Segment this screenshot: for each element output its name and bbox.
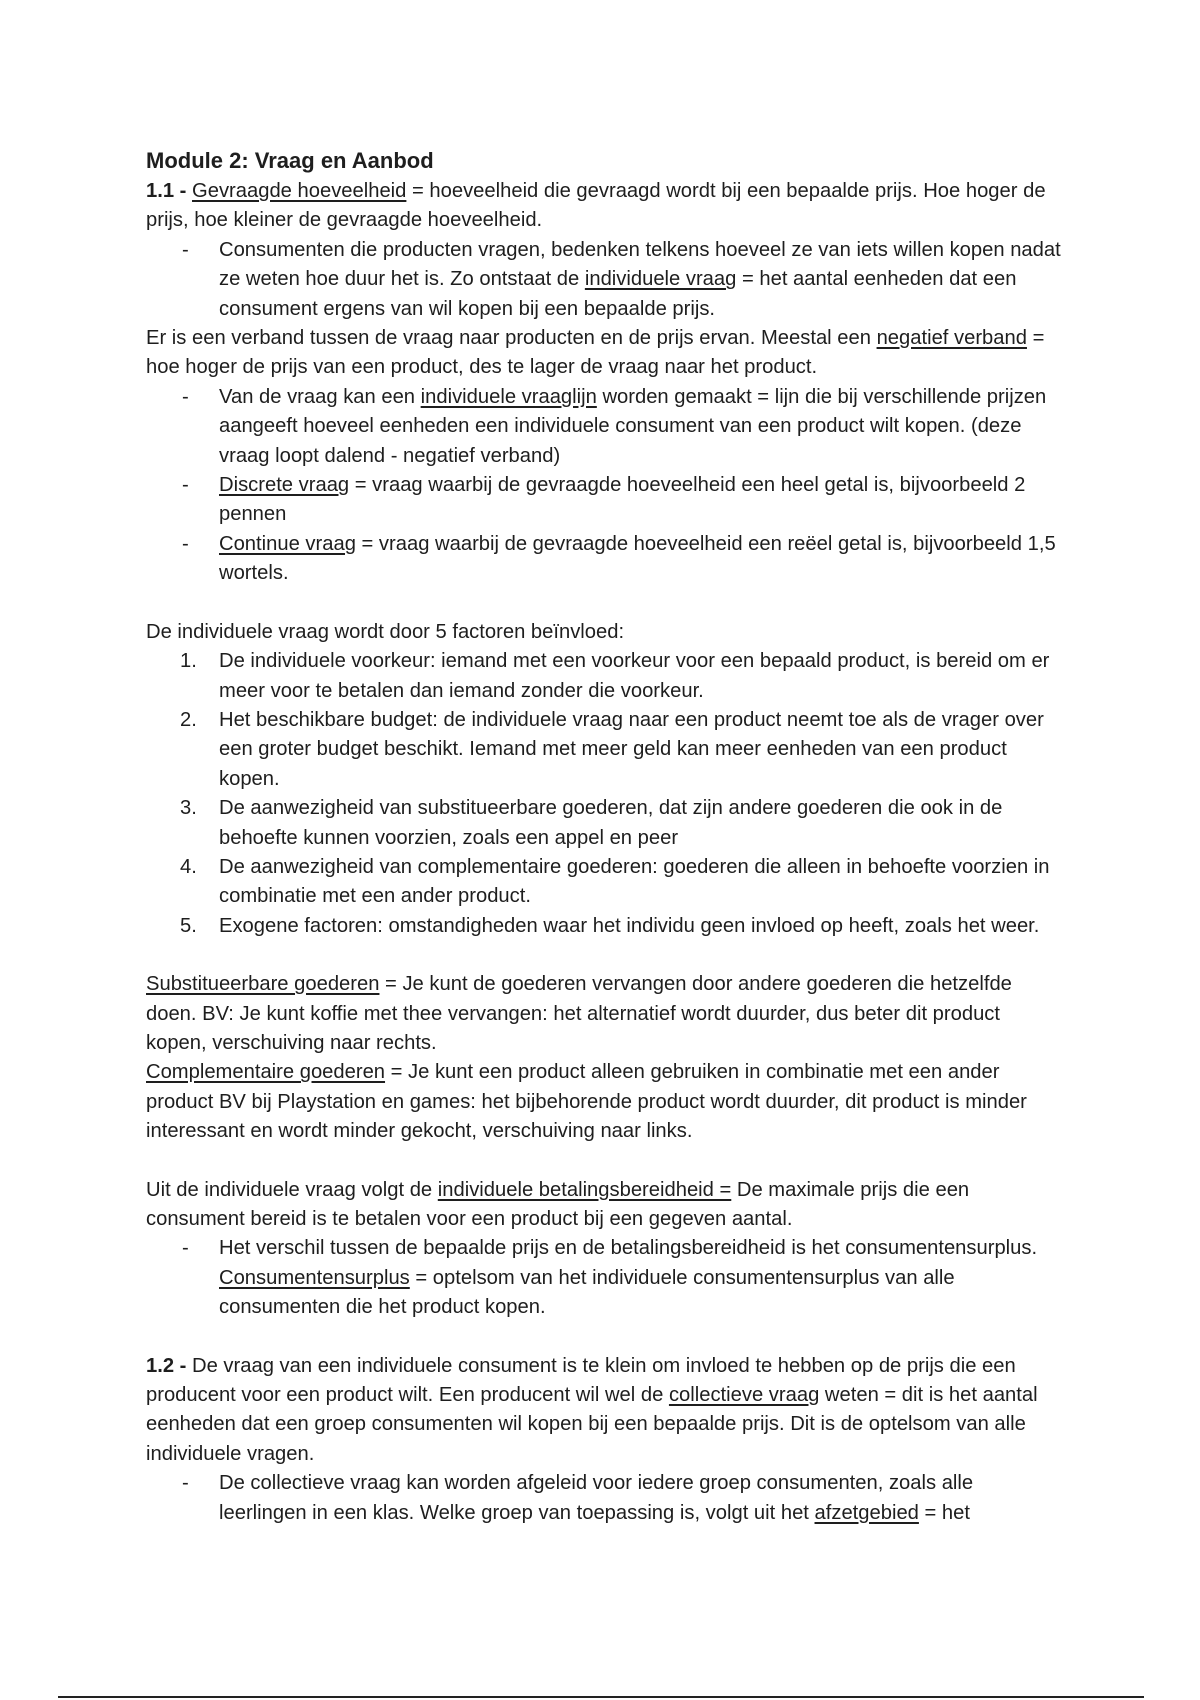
term-collectieve-vraag: collectieve vraag [668, 1384, 820, 1407]
bullet-list [146, 383, 1066, 589]
bullet-list [146, 1234, 1066, 1322]
list-item: - Van de vraag kan een individuele vraaglijn worden gemaakt = lijn die bij verschillende prijzen aangeeft hoeveel eenheden een individuele consument van een product wilt kopen. (deze vraag loopt dalend - negatief verband) [182, 385, 1047, 467]
list-item: - Het verschil tussen de bepaalde prijs en de betalingsbereidheid is het consumentensurplus. Consumentensurplus = optelsom van het individuele consumentensurplus van alle consumenten die het product kopen. [182, 1237, 1038, 1319]
list-item: - Consumenten die producten vragen, bedenken telkens hoeveel ze van iets willen kopen nadat ze weten hoe duur het is. Zo ontstaat de individuele vraag = het aantal eenheden dat een consument ergens van wil kopen bij een bepaalde prijs. [182, 238, 1061, 320]
list-item: - Discrete vraag = vraag waarbij de gevraagde hoeveelheid een heel getal is, bijvoorbeeld 2 pennen [182, 474, 1026, 526]
list-item: - De collectieve vraag kan worden afgeleid voor iedere groep consumenten, zoals alle leerlingen in een klas. Welke groep van toepassing is, volgt uit het afzetgebied = het [182, 1472, 974, 1524]
paragraph-verband: Er is een verband tussen de vraag naar producten en de prijs ervan. Meestal een negatief verband = hoe hoger de prijs van een product, des te lager de vraag naar het product. [146, 327, 1045, 379]
list-item: 2. Het beschikbare budget: de individuele vraag naar een product neemt toe als de vrager over een groter budget beschikt. Iemand met meer geld kan meer eenheden van een product kopen. [180, 708, 1044, 790]
page-title: Module 2: Vraag en Aanbod [146, 148, 434, 173]
term-afzetgebied: afzetgebied [814, 1501, 919, 1524]
term-individuele-vraag: individuele vraag [584, 268, 737, 291]
factors-intro: De individuele vraag wordt door 5 factoren beïnvloed: [146, 620, 625, 643]
paragraph-betalingsbereidheid: Uit de individuele vraag volgt de individuele betalingsbereidheid = De maximale prijs die een consument bereid is te betalen voor een product bij een gegeven aantal. [146, 1178, 970, 1230]
term-negatief-verband: negatief verband [876, 327, 1027, 350]
section-1-2-intro: 1.2 - De vraag van een individuele consument is te klein om invloed te hebben op de prijs die een producent voor een product wilt. Een producent wil wel de collectieve vraag weten = dit is het aantal eenheden dat een groep consumenten wil kopen bij een bepaalde prijs. Dit is de optelsom van alle individuele vragen. [146, 1354, 1038, 1465]
term-individuele-vraaglijn: individuele vraaglijn [420, 385, 597, 408]
bullet-list [146, 1469, 1066, 1528]
term-complementaire-goederen: Complementaire goederen [146, 1061, 386, 1084]
term-gevraagde-hoeveelheid: Gevraagde hoeveelheid [192, 180, 407, 202]
term-continue-vraag: Continue vraag [219, 532, 356, 555]
section-1-1-intro: 1.1 - Gevraagde hoeveelheid = hoeveelheid die gevraagd wordt bij een bepaalde prijs. Hoe hoger de prijs, hoe kleiner de gevraagde hoeveelheid. [146, 180, 1046, 232]
bottom-divider [58, 1696, 1144, 1698]
term-consumentensurplus: Consumentensurplus [219, 1266, 410, 1289]
list-item: - Continue vraag = vraag waarbij de gevraagde hoeveelheid een reëel getal is, bijvoorbeeld 1,5 wortels. [182, 532, 1056, 585]
paragraph-substitueerbaar: Substitueerbare goederen = Je kunt de goederen vervangen door andere goederen die hetzelfde doen. BV: Je kunt koffie met thee vervangen: het alternatief wordt duurder, dus beter dit product kopen, verschuiving naar rechts. [146, 973, 1012, 1054]
section-number: 1.1 - [146, 180, 187, 202]
list-item: 5. Exogene factoren: omstandigheden waar het individu geen invloed op heeft, zoals het weer. [180, 914, 1040, 937]
list-item: 1. De individuele voorkeur: iemand met een voorkeur voor een bepaald product, is bereid om er meer voor te betalen dan iemand zonder die voorkeur. [180, 650, 1050, 702]
bullet-list [146, 236, 1066, 324]
paragraph-complementair: Complementaire goederen = Je kunt een product alleen gebruiken in combinatie met een ander product BV bij Playstation en games: het bijbehorende product wordt duurder, dit product is minder interessant en wordt minder gekocht, verschuiving naar links. [146, 1061, 1027, 1143]
section-number: 1.2 - [146, 1354, 187, 1377]
list-item: 4. De aanwezigheid van complementaire goederen: goederen die alleen in behoefte voorzien in combinatie met een ander product. [180, 855, 1050, 908]
term-discrete-vraag: Discrete vraag [219, 474, 350, 497]
term-individuele-betalingsbereidheid: individuele betalingsbereidheid = [437, 1178, 732, 1201]
document-page [146, 145, 1066, 1528]
factors-list [146, 647, 1066, 941]
list-item: 3. De aanwezigheid van substitueerbare goederen, dat zijn andere goederen die ook in de behoefte kunnen voorzien, zoals een appel en peer [180, 797, 1003, 849]
term-substitueerbare-goederen: Substitueerbare goederen [146, 973, 380, 996]
